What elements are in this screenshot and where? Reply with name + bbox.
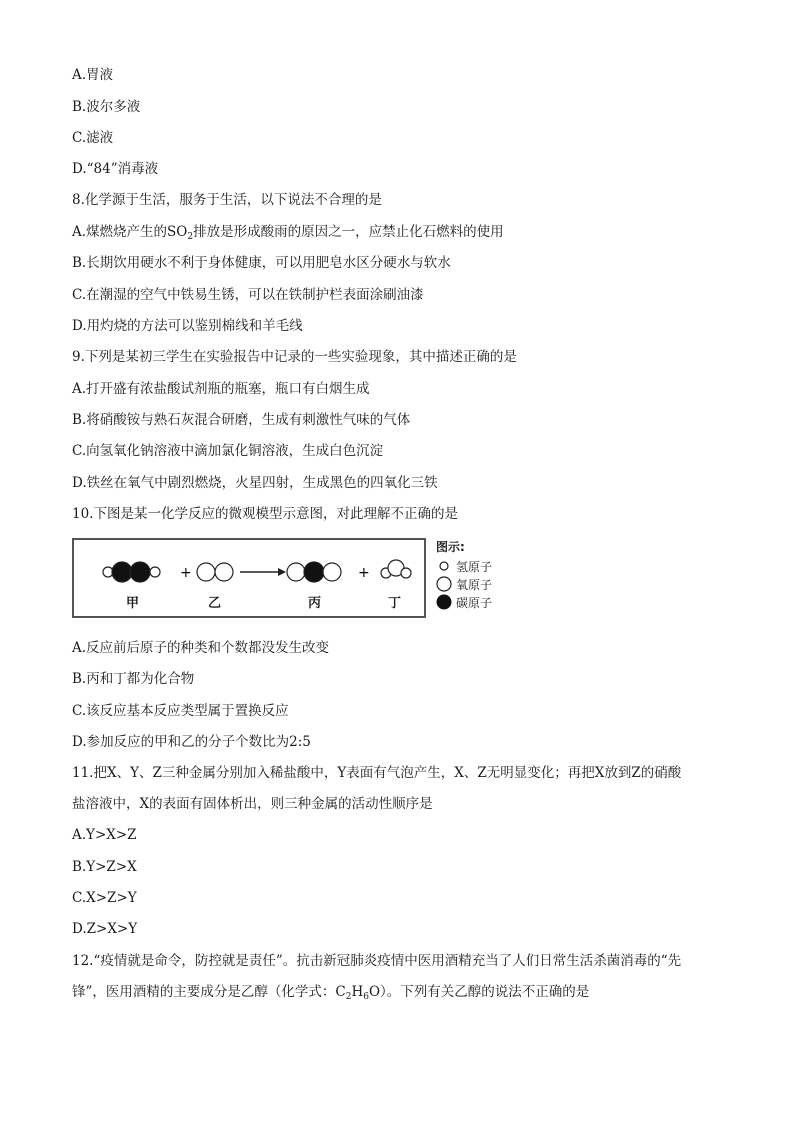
- q8-option-c: C.在潮湿的空气中铁易生锈，可以在铁制护栏表面涂刷油漆: [72, 287, 424, 303]
- legend-oxygen: 氧原子: [456, 577, 493, 592]
- q12-stem-line2: [72, 983, 734, 1006]
- q8-a-post: 排放是形成酸雨的原因之一，应禁止化石燃料的使用: [193, 224, 504, 240]
- q9-option-c: C.向氢氧化钠溶液中滴加氯化铜溶液，生成白色沉淀: [72, 443, 384, 459]
- option-c-prev: C.滤液: [72, 130, 114, 146]
- q8-option-a: [72, 223, 734, 246]
- q12-line2-pre: 锋”，医用酒精的主要成分是乙醇（化学式：C: [72, 984, 346, 1000]
- legend-row-oxygen: [436, 575, 526, 593]
- legend-row-carbon: [436, 593, 526, 611]
- label-bing: 丙: [308, 596, 322, 611]
- option-b-prev: B.波尔多液: [72, 99, 141, 115]
- q10-option-b: B.丙和丁都为化合物: [72, 671, 195, 687]
- legend-carbon: 碳原子: [456, 595, 493, 610]
- q11-option-c: C.X>Z>Y: [72, 890, 137, 906]
- label-yi: 乙: [208, 596, 222, 611]
- q11-option-b: B.Y>Z>X: [72, 859, 137, 875]
- q12-sub-2: 6: [363, 992, 369, 1002]
- hydrogen-atom-icon: [436, 558, 452, 574]
- plus-sign-2: +: [358, 565, 370, 581]
- q8-a-pre: A.煤燃烧产生的SO: [72, 224, 188, 240]
- q9-option-d: D.铁丝在氧气中剧烈燃烧，火星四射，生成黑色的四氧化三铁: [72, 475, 438, 491]
- q11-option-d: D.Z>X>Y: [72, 921, 138, 937]
- legend-title: 图示:: [436, 540, 465, 554]
- arrow-icon: [240, 568, 286, 576]
- q12-line2-post: O）。下列有关乙醇的说法不正确的是: [368, 984, 590, 1000]
- q11-stem-line1: 11.把X、Y、Z三种金属分别加入稀盐酸中，Y表面有气泡产生，X、Z无明显变化；再把X放到Z的硝酸: [72, 765, 682, 781]
- option-a-prev: A.胃液: [72, 67, 114, 83]
- label-ding: 丁: [388, 596, 402, 611]
- label-jia: 甲: [126, 596, 140, 611]
- q12-sub-1: 2: [345, 992, 352, 1002]
- q12-stem-line1: 12.“疫情就是命令，防控就是责任”。抗击新冠肺炎疫情中医用酒精充当了人们日常生活杀菌消毒的“先: [72, 953, 682, 969]
- q11-option-a: A.Y>X>Z: [72, 827, 137, 843]
- q10-option-a: A.反应前后原子的种类和个数都没发生改变: [72, 640, 330, 656]
- reaction-box: [72, 538, 426, 618]
- molecule-jia: [103, 562, 160, 582]
- q11-stem-line2: 盐溶液中，X的表面有固体析出，则三种金属的活动性顺序是: [72, 796, 433, 812]
- diagram-legend: [436, 538, 526, 611]
- q10-option-d: D.参加反应的甲和乙的分子个数比为2:5: [72, 734, 311, 750]
- q9-option-b: B.将硝酸铵与熟石灰混合研磨，生成有刺激性气味的气体: [72, 412, 411, 428]
- q9-stem: 9.下列是某初三学生在实验报告中记录的一些实验现象，其中描述正确的是: [72, 349, 517, 365]
- option-d-prev: D.“84”消毒液: [72, 161, 159, 177]
- legend-hydrogen: 氢原子: [456, 559, 493, 574]
- q8-option-d: D.用灼烧的方法可以鉴别棉线和羊毛线: [72, 318, 303, 334]
- q8-stem: 8.化学源于生活，服务于生活，以下说法不合理的是: [72, 192, 382, 208]
- oxygen-atom-icon: [436, 576, 452, 592]
- molecule-bing: [287, 562, 341, 582]
- q9-option-a: A.打开盛有浓盐酸试剂瓶的瓶塞，瓶口有白烟生成: [72, 381, 370, 397]
- carbon-atom-icon: [436, 594, 452, 610]
- q12-mid-1: H: [351, 984, 364, 1000]
- q10-stem: 10.下图是某一化学反应的微观模型示意图，对此理解不正确的是: [72, 506, 458, 522]
- molecule-yi: [197, 563, 233, 581]
- legend-row-hydrogen: [436, 557, 526, 575]
- reaction-diagram: [72, 536, 524, 624]
- q8-a-sub: 2: [187, 232, 194, 242]
- molecule-ding: [381, 560, 411, 578]
- q10-option-c: C.该反应基本反应类型属于置换反应: [72, 703, 289, 719]
- q8-option-b: B.长期饮用硬水不利于身体健康，可以用肥皂水区分硬水与软水: [72, 255, 451, 271]
- plus-sign-1: +: [180, 565, 192, 581]
